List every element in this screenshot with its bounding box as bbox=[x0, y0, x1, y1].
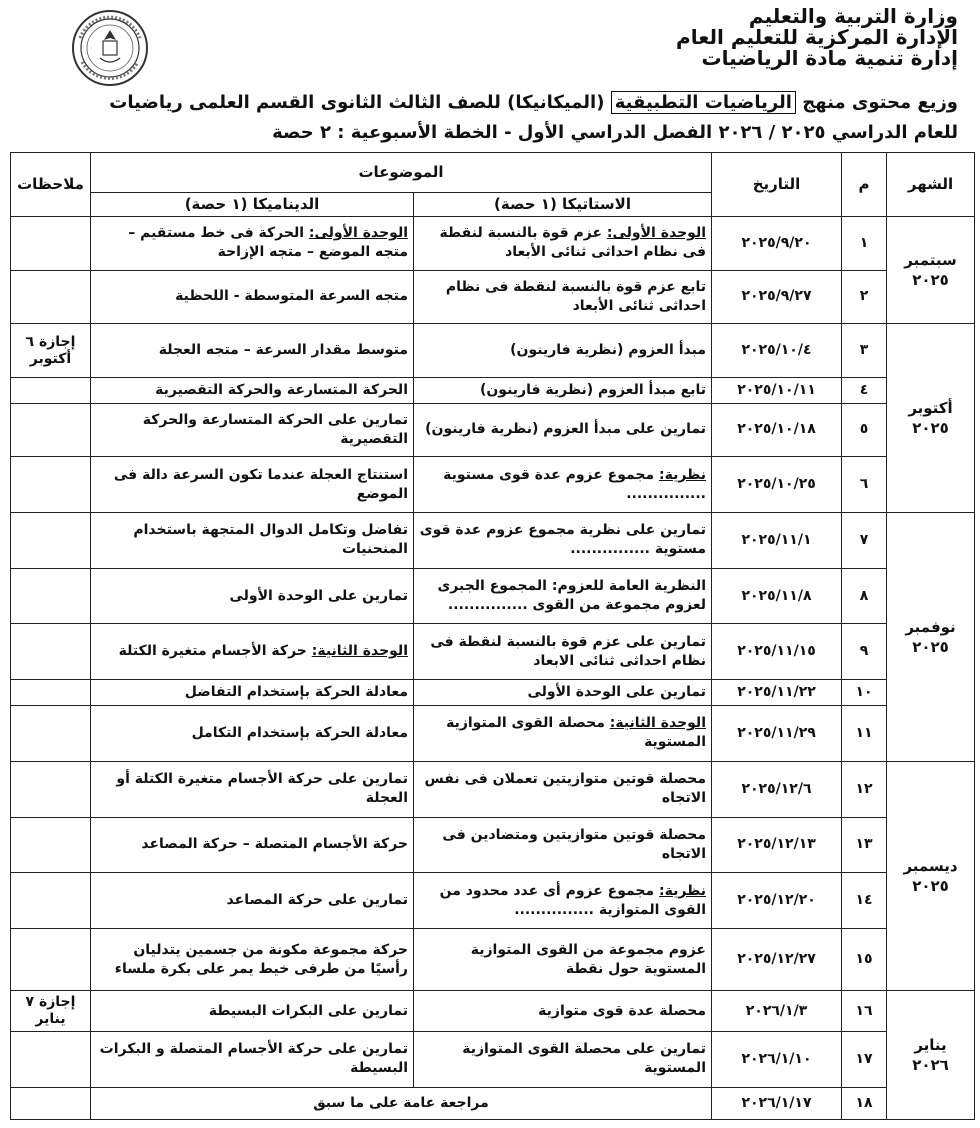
header-notes: ملاحظات bbox=[11, 153, 91, 217]
table-row bbox=[11, 568, 975, 624]
dynamics-topic-text: تمارين على البكرات البسيطة bbox=[208, 1002, 408, 1019]
dynamics-topic bbox=[91, 991, 414, 1032]
dynamics-topic bbox=[91, 705, 414, 761]
table-row bbox=[11, 705, 975, 761]
statics-topic-text: عزوم مجموعة من القوى المتوازية المستوية حول نقطة bbox=[470, 941, 706, 977]
table-row bbox=[11, 624, 975, 680]
row-number: ٧ bbox=[842, 512, 887, 568]
statics-topic bbox=[414, 217, 712, 271]
row-note: إجازة ٦ أكتوبر bbox=[11, 324, 91, 378]
statics-topic bbox=[414, 624, 712, 680]
row-date: ٢٠٢٦/١/١٠ bbox=[712, 1031, 842, 1087]
dynamics-topic-text: تمارين على الوحدة الأولى bbox=[229, 587, 408, 604]
row-number: ٨ bbox=[842, 568, 887, 624]
statics-topic-text: النظرية العامة للعزوم: المجموع الجبرى لعزوم مجموعة من القوى ............... bbox=[437, 578, 706, 614]
month-name: سبتمبر bbox=[904, 251, 957, 270]
row-number: ١٠ bbox=[842, 680, 887, 706]
statics-topic bbox=[414, 457, 712, 513]
row-number: ٣ bbox=[842, 324, 887, 378]
table-row bbox=[11, 1031, 975, 1087]
statics-topic bbox=[414, 680, 712, 706]
header-topics: الموضوعات bbox=[91, 153, 712, 193]
dynamics-topic bbox=[91, 568, 414, 624]
statics-topic bbox=[414, 403, 712, 457]
dynamics-topic bbox=[91, 377, 414, 403]
title-suffix: (الميكانيكا) للصف الثالث الثانوى القسم العلمى رياضيات bbox=[109, 92, 605, 113]
row-number: ١٥ bbox=[842, 929, 887, 991]
month-year: ٢٠٢٥ bbox=[912, 637, 949, 656]
month-year: ٢٠٢٦ bbox=[912, 1056, 949, 1075]
dynamics-topic-text: الحركة فى خط مستقيم – متجه الموضع – متجه الإزاحة bbox=[128, 225, 408, 261]
dynamics-topic-text: تفاضل وتكامل الدوال المتجهة باستخدام المنحنيات bbox=[133, 522, 408, 558]
page-title bbox=[58, 92, 958, 113]
statics-topic-text: عزم قوة بالنسبة لنقطة فى نظام احداثى ثنائى الأبعاد bbox=[439, 225, 706, 261]
dynamics-topic-text: حركة الأجسام المتصلة – حركة المصاعد bbox=[141, 836, 408, 853]
dynamics-topic bbox=[91, 324, 414, 378]
row-date: ٢٠٢٥/١١/٢٩ bbox=[712, 705, 842, 761]
table-row bbox=[11, 817, 975, 873]
month-cell bbox=[887, 761, 975, 990]
statics-topic-text: تمارين على الوحدة الأولى bbox=[527, 684, 706, 701]
row-date: ٢٠٢٥/١٠/٢٥ bbox=[712, 457, 842, 513]
row-note bbox=[11, 873, 91, 929]
statics-topic bbox=[414, 929, 712, 991]
dynamics-topic-text: الحركة المتسارعة والحركة التقصيرية bbox=[155, 381, 408, 398]
row-number: ٥ bbox=[842, 403, 887, 457]
row-number: ١١ bbox=[842, 705, 887, 761]
title-prefix: وزيع محتوى منهج bbox=[802, 92, 958, 113]
statics-topic-text: تمارين على محصلة القوى المتوازية المستوية bbox=[462, 1041, 706, 1077]
month-cell bbox=[887, 324, 975, 513]
header-month: الشهر bbox=[887, 153, 975, 217]
row-date: ٢٠٢٥/١٢/٦ bbox=[712, 761, 842, 817]
row-number: ٦ bbox=[842, 457, 887, 513]
dynamics-topic bbox=[91, 217, 414, 271]
statics-topic-lead: نظرية: bbox=[659, 466, 706, 483]
row-date: ٢٠٢٥/١٢/٢٠ bbox=[712, 873, 842, 929]
statics-topic-text: تمارين على نظرية مجموع عزوم عدة قوى مستوية ............... bbox=[419, 522, 706, 558]
month-cell bbox=[887, 991, 975, 1120]
table-row bbox=[11, 512, 975, 568]
statics-topic-text: محصلة القوى المتوازية المستوية bbox=[446, 715, 706, 751]
row-note bbox=[11, 1087, 91, 1119]
dynamics-topic-text: تمارين على الحركة المتسارعة والحركة التقصيرية bbox=[142, 411, 408, 447]
statics-topic-text: محصلة قوتين متوازيتين تعملان فى نفس الاتجاه bbox=[424, 771, 706, 807]
statics-topic bbox=[414, 705, 712, 761]
row-date: ٢٠٢٥/١٠/٤ bbox=[712, 324, 842, 378]
dynamics-topic-text: معادلة الحركة بإستخدام التكامل bbox=[191, 724, 408, 741]
dynamics-topic-text: متوسط مقدار السرعة – متجه العجلة bbox=[158, 342, 408, 359]
row-number: ١٦ bbox=[842, 991, 887, 1032]
dynamics-topic bbox=[91, 1031, 414, 1087]
header-statics: الاستاتيكا (١ حصة) bbox=[414, 193, 712, 217]
statics-topic bbox=[414, 991, 712, 1032]
statics-topic bbox=[414, 817, 712, 873]
dynamics-topic-text: تمارين على حركة الأجسام متغيرة الكتلة أو العجلة bbox=[116, 771, 408, 807]
month-year: ٢٠٢٥ bbox=[912, 876, 949, 895]
dynamics-topic-text: تمارين على حركة الأجسام المتصلة و البكرات البسيطة bbox=[99, 1041, 408, 1077]
row-note bbox=[11, 705, 91, 761]
row-note bbox=[11, 817, 91, 873]
month-year: ٢٠٢٥ bbox=[912, 271, 949, 290]
month-name: ديسمبر bbox=[903, 856, 958, 875]
row-note bbox=[11, 761, 91, 817]
title-subject: الرياضيات التطبيقية bbox=[611, 91, 796, 114]
ministry-header bbox=[518, 6, 958, 69]
row-note bbox=[11, 1031, 91, 1087]
dynamics-topic-text: متجه السرعة المتوسطة - اللحظية bbox=[175, 288, 408, 305]
statics-topic-lead: الوحدة الثانية: bbox=[609, 715, 706, 732]
dynamics-topic bbox=[91, 270, 414, 324]
dynamics-topic bbox=[91, 817, 414, 873]
row-note bbox=[11, 512, 91, 568]
row-number: ١٣ bbox=[842, 817, 887, 873]
table-row bbox=[11, 929, 975, 991]
ministry-name: وزارة التربية والتعليم bbox=[748, 4, 958, 28]
statics-topic bbox=[414, 512, 712, 568]
ministry-seal-logo bbox=[70, 8, 150, 88]
dynamics-topic-text: معادلة الحركة بإستخدام التفاضل bbox=[184, 684, 408, 701]
row-date: ٢٠٢٥/١١/٨ bbox=[712, 568, 842, 624]
row-date: ٢٠٢٥/١٢/١٣ bbox=[712, 817, 842, 873]
month-cell bbox=[887, 217, 975, 324]
row-number: ١٢ bbox=[842, 761, 887, 817]
header-number: م bbox=[842, 153, 887, 217]
statics-topic bbox=[414, 324, 712, 378]
table-row bbox=[11, 761, 975, 817]
month-cell bbox=[887, 512, 975, 761]
row-note bbox=[11, 217, 91, 271]
statics-topic bbox=[414, 873, 712, 929]
table-row bbox=[11, 457, 975, 513]
row-note bbox=[11, 270, 91, 324]
table-row bbox=[11, 270, 975, 324]
central-administration: الإدارة المركزية للتعليم العام bbox=[676, 25, 958, 49]
row-note bbox=[11, 624, 91, 680]
row-date: ٢٠٢٥/١٠/١١ bbox=[712, 377, 842, 403]
row-number: ٩ bbox=[842, 624, 887, 680]
row-note bbox=[11, 929, 91, 991]
review-topic: مراجعة عامة على ما سبق bbox=[91, 1087, 712, 1119]
row-date: ٢٠٢٥/١٢/٢٧ bbox=[712, 929, 842, 991]
statics-topic bbox=[414, 568, 712, 624]
row-number: ١٤ bbox=[842, 873, 887, 929]
header-date: التاريخ bbox=[712, 153, 842, 217]
row-date: ٢٠٢٥/٩/٢٧ bbox=[712, 270, 842, 324]
statics-topic-lead: نظرية: bbox=[659, 882, 706, 899]
row-note bbox=[11, 377, 91, 403]
dynamics-topic bbox=[91, 873, 414, 929]
table-row bbox=[11, 680, 975, 706]
month-name: أكتوبر bbox=[908, 399, 953, 418]
table-row bbox=[11, 1087, 975, 1119]
row-date: ٢٠٢٥/٩/٢٠ bbox=[712, 217, 842, 271]
statics-topic-text: تابع عزم قوة بالنسبة لنقطة فى نظام احداثى ثنائى الأبعاد bbox=[445, 278, 706, 314]
table-row bbox=[11, 403, 975, 457]
row-note bbox=[11, 457, 91, 513]
table-row bbox=[11, 377, 975, 403]
table-row bbox=[11, 324, 975, 378]
statics-topic-text: محصلة عدة قوى متوازية bbox=[538, 1002, 706, 1019]
row-number: ٤ bbox=[842, 377, 887, 403]
dynamics-topic-text: تمارين على حركة المصاعد bbox=[226, 892, 408, 909]
row-date: ٢٠٢٥/١١/١ bbox=[712, 512, 842, 568]
row-number: ٢ bbox=[842, 270, 887, 324]
row-note bbox=[11, 680, 91, 706]
statics-topic-text: تابع مبدأ العزوم (نظرية فارينون) bbox=[479, 381, 706, 398]
dynamics-topic bbox=[91, 403, 414, 457]
statics-topic-text: تمارين على مبدأ العزوم (نظرية فارينون) bbox=[425, 421, 706, 438]
statics-topic-text: تمارين على عزم قوة بالنسبة لنقطة فى نظام احداثى ثنائى الابعاد bbox=[430, 633, 706, 669]
month-year: ٢٠٢٥ bbox=[912, 419, 949, 438]
table-row bbox=[11, 873, 975, 929]
dynamics-topic-text: حركة مجموعة مكونة من جسمين يتدليان رأسيًا من طرفى خيط يمر على بكرة ملساء bbox=[114, 941, 408, 977]
math-department: إدارة تنمية مادة الرياضيات bbox=[701, 46, 958, 70]
statics-topic bbox=[414, 377, 712, 403]
row-note bbox=[11, 568, 91, 624]
dynamics-topic-lead: الوحدة الثانية: bbox=[311, 643, 408, 660]
dynamics-topic bbox=[91, 680, 414, 706]
month-name: يناير bbox=[914, 1036, 947, 1055]
row-note: إجازة ٧ يناير bbox=[11, 991, 91, 1032]
row-number: ١ bbox=[842, 217, 887, 271]
dynamics-topic-text: حركة الأجسام متغيرة الكتلة bbox=[118, 643, 312, 660]
statics-topic bbox=[414, 1031, 712, 1087]
statics-topic-text: مبدأ العزوم (نظرية فارينون) bbox=[510, 342, 706, 359]
dynamics-topic-text: استنتاج العجلة عندما تكون السرعة دالة فى الموضع bbox=[113, 466, 408, 502]
month-name: نوفمبر bbox=[905, 617, 956, 636]
dynamics-topic bbox=[91, 761, 414, 817]
header-dynamics: الديناميكا (١ حصة) bbox=[91, 193, 414, 217]
statics-topic-text: محصلة قوتين متوازيتين ومتضادين فى الاتجاه bbox=[442, 826, 706, 862]
dynamics-topic bbox=[91, 929, 414, 991]
statics-topic bbox=[414, 761, 712, 817]
curriculum-table bbox=[10, 152, 975, 1120]
row-number: ١٨ bbox=[842, 1087, 887, 1119]
statics-topic bbox=[414, 270, 712, 324]
dynamics-topic-lead: الوحدة الأولى: bbox=[308, 225, 408, 242]
dynamics-topic bbox=[91, 457, 414, 513]
row-date: ٢٠٢٦/١/١٧ bbox=[712, 1087, 842, 1119]
row-date: ٢٠٢٦/١/٣ bbox=[712, 991, 842, 1032]
statics-topic-lead: الوحدة الأولى: bbox=[606, 225, 706, 242]
row-date: ٢٠٢٥/١٠/١٨ bbox=[712, 403, 842, 457]
statics-topic-text: مجموع عزوم عدة قوى مستوية ............... bbox=[443, 466, 706, 502]
row-date: ٢٠٢٥/١١/٢٢ bbox=[712, 680, 842, 706]
row-date: ٢٠٢٥/١١/١٥ bbox=[712, 624, 842, 680]
dynamics-topic bbox=[91, 624, 414, 680]
row-note bbox=[11, 403, 91, 457]
statics-topic-text: مجموع عزوم أى عدد محدود من القوى المتوازية ............... bbox=[439, 882, 706, 918]
table-row bbox=[11, 991, 975, 1032]
dynamics-topic bbox=[91, 512, 414, 568]
table-row bbox=[11, 217, 975, 271]
row-number: ١٧ bbox=[842, 1031, 887, 1087]
page-subtitle: للعام الدراسي ٢٠٢٥ / ٢٠٢٦ الفصل الدراسي الأول - الخطة الأسبوعية : ٢ حصة bbox=[272, 122, 958, 143]
